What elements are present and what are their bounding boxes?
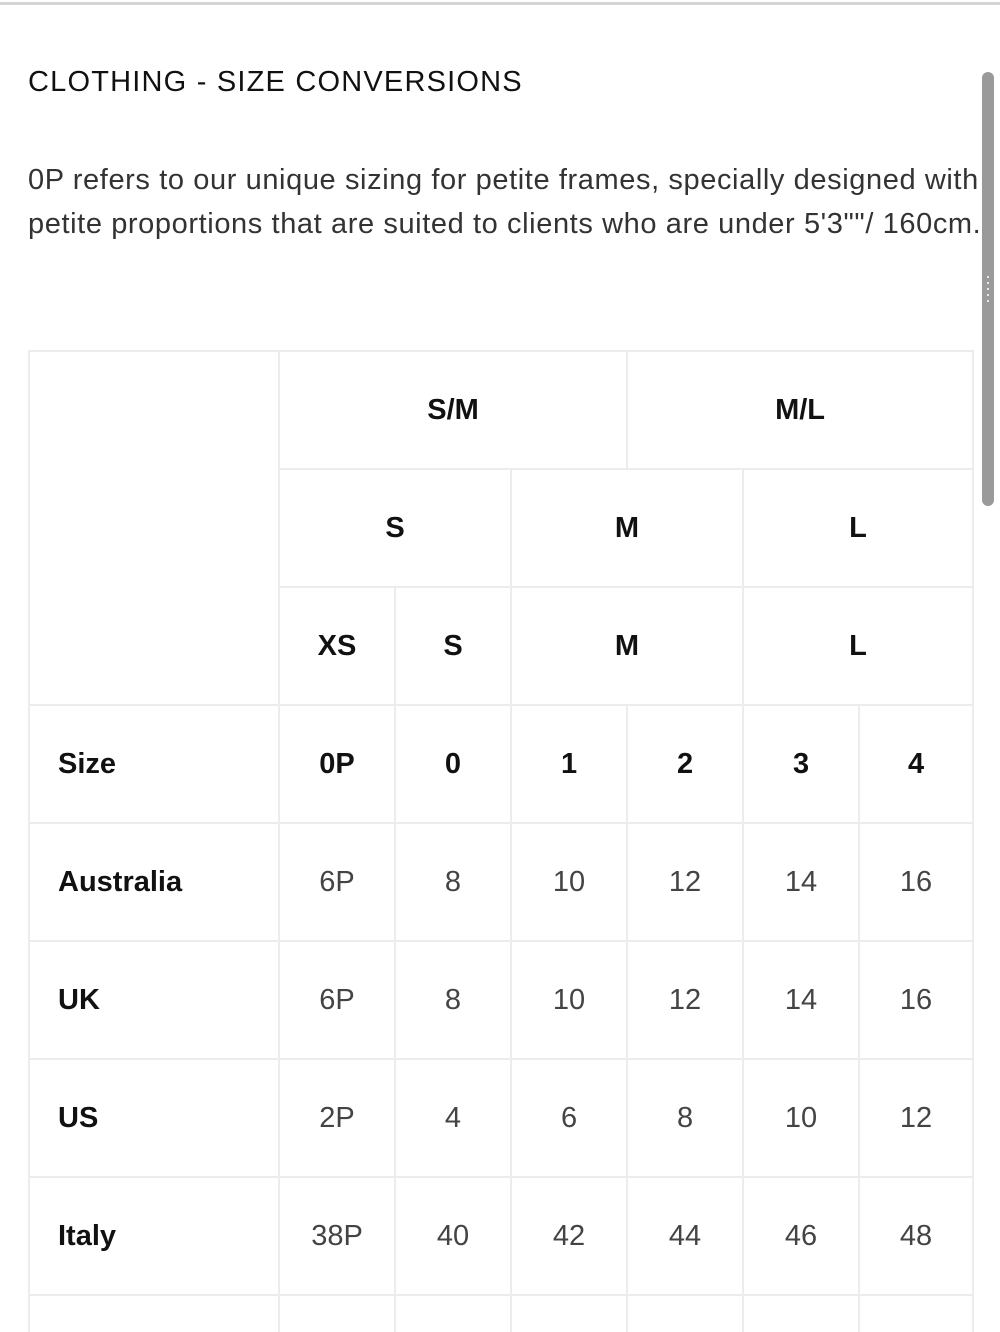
- table-cell: 6P: [279, 941, 395, 1059]
- table-row-partial: [29, 1295, 973, 1332]
- table-cell: 38P: [279, 1177, 395, 1295]
- table-cell: 0P: [279, 705, 395, 823]
- table-cell: [279, 1295, 395, 1332]
- corner-cell: [29, 351, 279, 705]
- size-conversion-table: [28, 350, 974, 1332]
- table-cell: [395, 1295, 511, 1332]
- row-label: US: [29, 1059, 279, 1177]
- table-cell: 12: [859, 1059, 973, 1177]
- table-cell: 6: [511, 1059, 627, 1177]
- size-letter-cell: S: [279, 469, 511, 587]
- table-cell: 46: [743, 1177, 859, 1295]
- group-header-cell: S/M: [279, 351, 627, 469]
- table-cell: 3: [743, 705, 859, 823]
- scroll-grip-icon: [986, 276, 990, 302]
- page-title: CLOTHING - SIZE CONVERSIONS: [28, 66, 523, 98]
- table-cell: 6P: [279, 823, 395, 941]
- table-cell: 10: [743, 1059, 859, 1177]
- table-cell: 2: [627, 705, 743, 823]
- table-cell: 8: [627, 1059, 743, 1177]
- table-cell: 40: [395, 1177, 511, 1295]
- table-cell: 12: [627, 823, 743, 941]
- table-cell: 42: [511, 1177, 627, 1295]
- table-cell: 10: [511, 823, 627, 941]
- table-row: [29, 1177, 973, 1295]
- size-subletter-cell: XS: [279, 587, 395, 705]
- table-cell: 4: [395, 1059, 511, 1177]
- table-cell: 8: [395, 941, 511, 1059]
- table-cell: 2P: [279, 1059, 395, 1177]
- size-letter-cell: M: [511, 469, 743, 587]
- table-cell: 0: [395, 705, 511, 823]
- table-cell: 14: [743, 823, 859, 941]
- table-cell: [627, 1295, 743, 1332]
- table-row: [29, 1059, 973, 1177]
- row-label: UK: [29, 941, 279, 1059]
- table-cell: 10: [511, 941, 627, 1059]
- table-row: [29, 705, 973, 823]
- table-cell: 14: [743, 941, 859, 1059]
- table-cell: 8: [395, 823, 511, 941]
- size-subletter-cell: L: [743, 587, 973, 705]
- row-label: Size: [29, 705, 279, 823]
- table-cell: 44: [627, 1177, 743, 1295]
- table-cell: 16: [859, 941, 973, 1059]
- table-row: [29, 941, 973, 1059]
- table-cell: 1: [511, 705, 627, 823]
- table-cell: 48: [859, 1177, 973, 1295]
- size-subletter-cell: M: [511, 587, 743, 705]
- table-cell: [743, 1295, 859, 1332]
- row-label: Australia: [29, 823, 279, 941]
- petite-sizing-note: 0P refers to our unique sizing for petite frames, specially designed with petite proportions that are suited to clients who are under 5'3""/ 160cm.: [28, 164, 982, 240]
- size-letter-cell: L: [743, 469, 973, 587]
- table-cell: 4: [859, 705, 973, 823]
- group-header-row: [29, 351, 973, 469]
- table-cell: 16: [859, 823, 973, 941]
- table-cell: 12: [627, 941, 743, 1059]
- top-divider: [0, 2, 1000, 5]
- table-cell: [511, 1295, 627, 1332]
- table-cell: [29, 1295, 279, 1332]
- group-header-cell: M/L: [627, 351, 973, 469]
- table-row: [29, 823, 973, 941]
- table-cell: [859, 1295, 973, 1332]
- row-label: Italy: [29, 1177, 279, 1295]
- size-subletter-cell: S: [395, 587, 511, 705]
